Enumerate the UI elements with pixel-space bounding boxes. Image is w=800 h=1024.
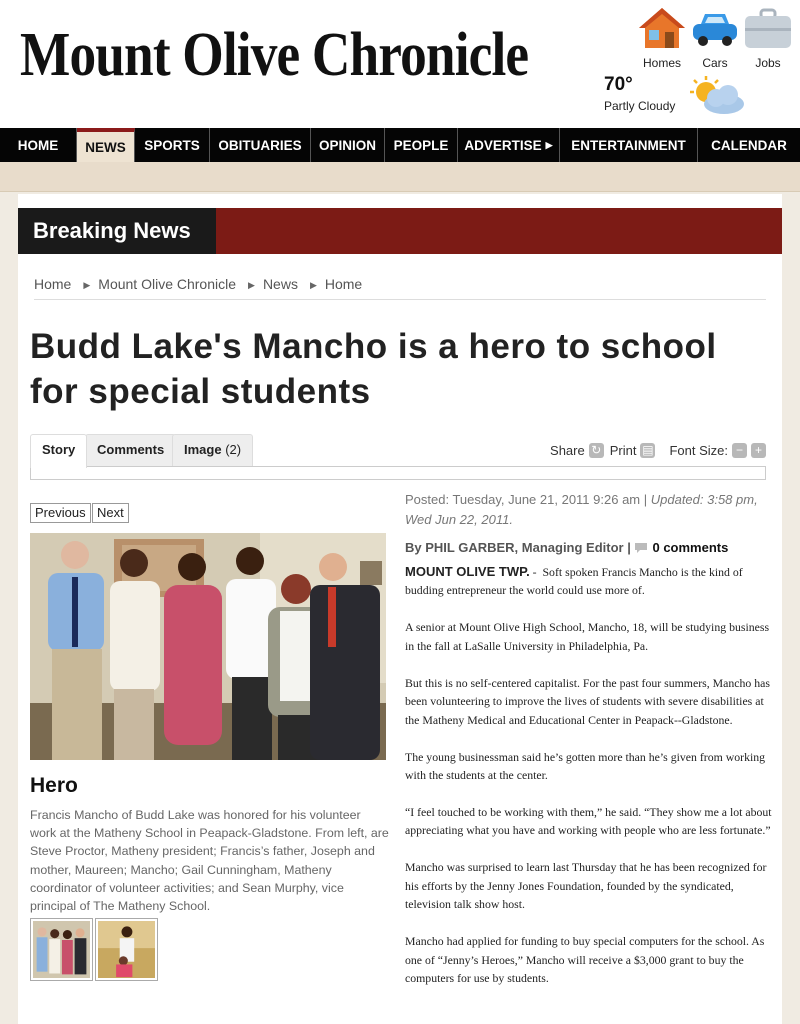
partly-cloudy-icon [686,76,748,116]
nav-opinion[interactable]: OPINION [311,128,385,162]
breadcrumb [34,276,766,300]
tab-image[interactable] [172,434,253,466]
share-button[interactable] [550,443,604,458]
main-content [18,194,782,1024]
comment-icon [634,542,648,554]
article-paragraph: But this is no self-centered capitalist. For the past four summers, Mancho has been volunteering to improve the lives of students with severe disabilities at the Matheny Medical and Educational Center in Peapack--Gladstone. [405,675,770,727]
main-nav [0,128,800,162]
weather-temperature: 70° [604,74,633,95]
nav-home[interactable]: HOME [0,128,77,162]
gallery-thumbnail[interactable] [95,918,158,981]
print-label: Print [609,442,637,458]
article-paragraph: A senior at Mount Olive High School, Mancho, 18, will be studying business in the fall at LaSalle University in Philadelphia, Pa. [405,620,770,653]
weather-description: Partly Cloudy [604,99,676,113]
breaking-news-label: Breaking News [18,208,216,254]
article-tabs [30,434,766,480]
article-dateline: MOUNT OLIVE TWP. [405,564,530,579]
font-size-control [669,443,766,458]
tab-image-label: Image [184,442,222,457]
print-button[interactable] [610,443,656,458]
article-paragraph: Mancho had applied for funding to buy special computers for the school. As one of “Jenny’s Heroes,” Mancho will receive a $3,000 grant to buy the computers for use by students. [405,934,765,986]
breadcrumb-item[interactable]: Mount Olive Chronicle [98,276,237,292]
site-masthead[interactable]: Mount Olive Chronicle [20,21,529,89]
print-icon: ▤ [642,442,654,457]
nav-obituaries[interactable]: OBITUARIES [210,128,311,162]
breadcrumb-arrow-icon: ▶ [248,280,255,290]
gallery-thumbnail[interactable] [30,918,93,981]
tab-story[interactable]: Story [30,434,87,468]
jobs-label: Jobs [755,56,781,70]
breaking-news-bar [18,208,782,254]
article-main-photo[interactable] [30,533,386,760]
comment-count-link[interactable]: 0 comments [652,540,729,555]
article-paragraph: The young businessman said he’s gotten more than he’s given from working with the students at the center. [405,749,766,783]
cars-label: Cars [702,56,728,70]
nav-sports[interactable]: SPORTS [135,128,210,162]
nav-people[interactable]: PEOPLE [385,128,458,162]
homes-label: Homes [642,56,681,70]
article-paragraph: MOUNT OLIVE TWP. - Soft spoken Francis Mancho is the kind of budding entrepreneur the world could use more of. [405,564,743,598]
tab-underline [30,466,766,480]
cars-link[interactable] [687,6,743,70]
next-image-button[interactable]: Next [92,503,129,523]
nav-advertise[interactable] [458,128,560,162]
briefcase-icon [743,6,793,50]
updated-date: Updated: 3:58 pm, Wed Jun 22, 2011. [405,492,758,527]
article-paragraph: Mancho was surprised to learn last Thursday that he has been recognized for his efforts by the Jenny Jones Foundation, founded by the syndicated, television talk show host. [405,860,767,912]
previous-image-button[interactable]: Previous [30,503,91,523]
font-decrease-button[interactable]: − [732,443,747,458]
breadcrumb-item[interactable]: Home [324,276,363,292]
nav-advertise-label: ADVERTISE [464,137,542,153]
photo-caption: Francis Mancho of Budd Lake was honored for his volunteer work at the Matheny School in Peapack-Gladstone. From left, are Steve Proctor, Matheny president; Francis’s father, Joseph and mother, Maureen; Mancho; Gail Cunningham, Matheny coordinator of volunteer activities; and Sean Murphy, vice principal of The Matheny School. [30,808,389,914]
nav-entertainment[interactable]: ENTERTAINMENT [560,128,698,162]
article-paragraph-text: Soft spoken Francis Mancho is the kind of budding entrepreneur the world could use more of. [405,565,743,598]
font-size-label: Font Size: [669,442,728,458]
house-icon [637,6,687,50]
article-headline: Budd Lake's Mancho is a hero to school for special students [30,327,717,411]
font-increase-button[interactable]: + [751,443,766,458]
jobs-link[interactable] [740,6,796,70]
posted-date: Posted: Tuesday, June 21, 2011 9:26 am [405,492,641,507]
article-byline: By PHIL GARBER, Managing Editor | 0 comments [405,540,729,555]
tab-image-count: (2) [225,442,242,457]
car-icon [689,6,741,50]
breadcrumb-item[interactable]: News [262,276,298,292]
article-body [405,563,775,1006]
site-header [0,0,800,128]
sub-nav-bar [0,162,800,192]
caret-right-icon: ▶ [545,139,553,150]
breadcrumb-arrow-icon: ▶ [309,280,317,290]
nav-calendar[interactable]: CALENDAR [711,137,787,153]
share-label: Share [550,442,585,458]
breadcrumb-item[interactable]: Home [34,276,72,292]
article-timestamp: Posted: Tuesday, June 21, 2011 9:26 am | Updated: 3:58 pm, Wed Jun 22, 2011. [405,492,758,527]
tab-comments[interactable]: Comments [85,434,176,466]
share-icon: ↻ [589,443,604,458]
photo-caption-title: Hero [30,774,78,797]
homes-link[interactable] [634,6,690,70]
article-paragraph: “I feel touched to be working with them,” he said. “They show me a lot about appreciating what you have and working with people who are less fortunate.” [405,805,772,838]
nav-news[interactable]: NEWS [77,128,135,162]
article-tools [536,434,766,466]
author-name[interactable]: By PHIL GARBER, Managing Editor [405,540,624,555]
breadcrumb-arrow-icon: ▶ [83,280,91,290]
